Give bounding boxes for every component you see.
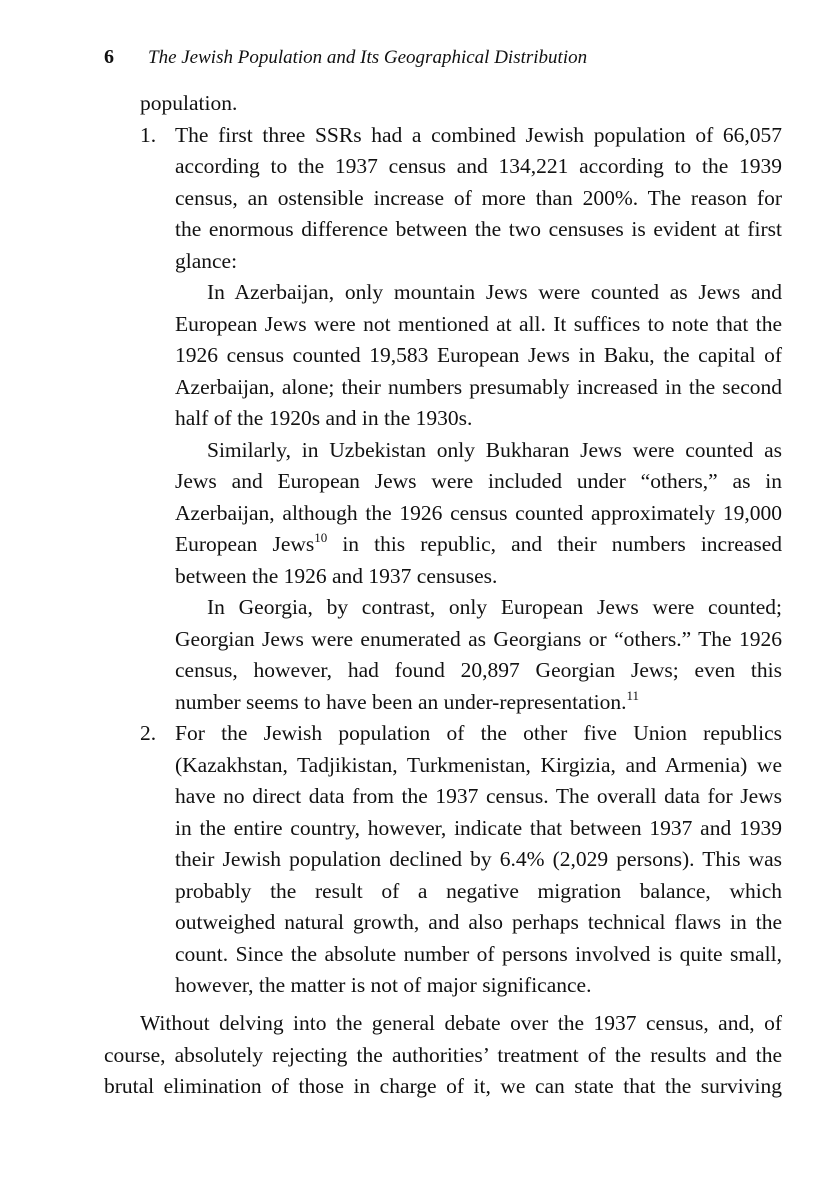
sub-line-text: European Jews	[175, 532, 315, 556]
list-1-line: The first three SSRs had a combined Jewish population of 66,057	[175, 123, 782, 147]
page-number: 6	[104, 46, 114, 68]
sub-line: European Jews were not mentioned at all. It suffices to note that the	[175, 312, 782, 336]
sub-line-text: in this republic, and their numbers increased	[327, 532, 782, 556]
footnote-ref-11[interactable]: 11	[626, 688, 640, 703]
list-1-line: census, an ostensible increase of more than 200%. The reason for	[175, 186, 782, 210]
sub-line: Georgian Jews were enumerated as Georgians or “others.” The 1926	[175, 627, 782, 651]
sub-line: Azerbaijan, although the 1926 census counted approximately 19,000	[175, 501, 782, 525]
running-header	[104, 46, 587, 74]
list-1-line: glance:	[175, 249, 238, 273]
sub-line: between the 1926 and 1937 censuses.	[175, 564, 498, 588]
sub-line: In Georgia, by contrast, only European Jews were counted;	[207, 595, 782, 619]
sub-line-with-footnote	[175, 529, 782, 561]
list-2-line: outweighed natural growth, and also perhaps technical flaws in the	[175, 910, 782, 934]
list-2-line: probably the result of a negative migration balance, which	[175, 879, 782, 903]
list-1-line: according to the 1937 census and 134,221 according to the 1939	[175, 154, 782, 178]
footnote-ref-10[interactable]: 10	[314, 530, 328, 545]
list-2-line: count. Since the absolute number of persons involved is quite small,	[175, 942, 782, 966]
list-1-line: the enormous difference between the two censuses is evident at first	[175, 217, 782, 241]
sub-line-text: number seems to have been an under-representation.	[175, 690, 627, 714]
sub-line: Similarly, in Uzbekistan only Bukharan Jews were counted as	[207, 438, 782, 462]
sub-line: 1926 census counted 19,583 European Jews in Baku, the capital of	[175, 343, 782, 367]
list-2-line: their Jewish population declined by 6.4% (2,029 persons). This was	[175, 847, 782, 871]
sub-line: Jews and European Jews were included under “others,” as in	[175, 469, 782, 493]
sub-line-with-footnote	[175, 687, 639, 719]
list-2-line: however, the matter is not of major significance.	[175, 973, 592, 997]
sub-line: In Azerbaijan, only mountain Jews were counted as Jews and	[207, 280, 782, 304]
list-2-line: (Kazakhstan, Tadjikistan, Turkmenistan, Kirgizia, and Armenia) we	[175, 753, 782, 777]
list-marker-2: 2.	[140, 721, 157, 745]
sub-line: Azerbaijan, alone; their numbers presumably increased in the second	[175, 375, 782, 399]
list-2-line: For the Jewish population of the other five Union republics	[175, 721, 782, 745]
sub-line: half of the 1920s and in the 1930s.	[175, 406, 473, 430]
intro-line: population.	[140, 91, 238, 115]
list-marker-1: 1.	[140, 123, 157, 147]
sub-line: census, however, had found 20,897 Georgian Jews; even this	[175, 658, 782, 682]
list-2-line: in the entire country, however, indicate that between 1937 and 1939	[175, 816, 782, 840]
closing-line: brutal elimination of those in charge of it, we can state that the surviving	[104, 1074, 782, 1098]
running-title: The Jewish Population and Its Geographical Distribution	[148, 47, 588, 68]
closing-line: Without delving into the general debate over the 1937 census, and, of	[140, 1011, 782, 1035]
closing-line: course, absolutely rejecting the authorities’ treatment of the results and the	[104, 1043, 782, 1067]
list-2-line: have no direct data from the 1937 census. The overall data for Jews	[175, 784, 782, 808]
